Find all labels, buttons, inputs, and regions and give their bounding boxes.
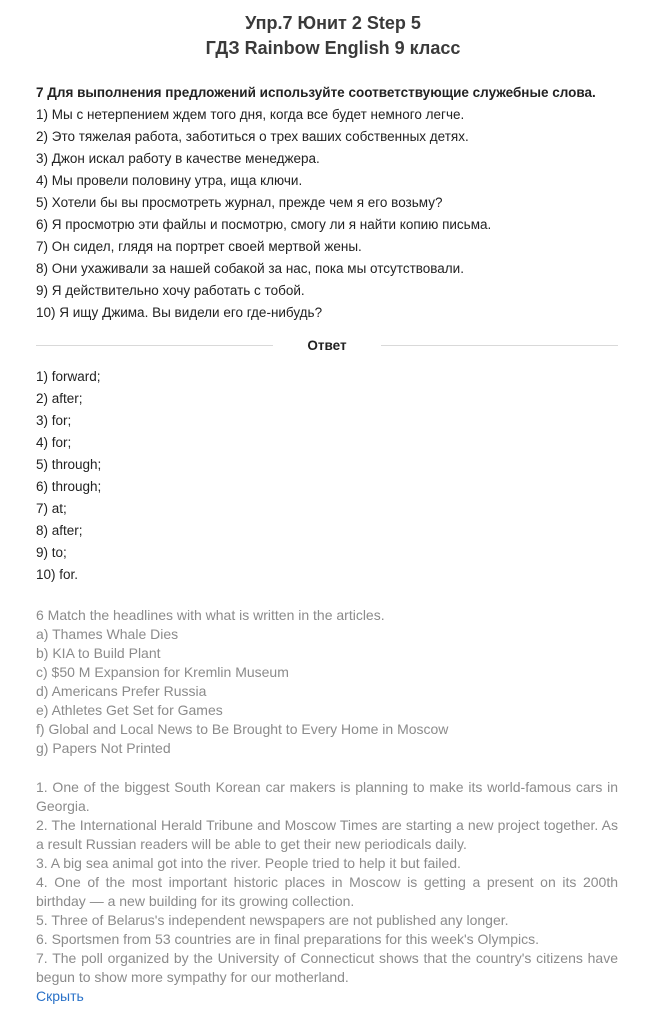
answer-item: 2) after; [36, 391, 83, 406]
answer-item: 7) at; [36, 501, 67, 516]
task-heading: 7 Для выполнения предложений используйте соответствующие служебные слова. [36, 85, 596, 100]
answer-label: Ответ [307, 337, 347, 353]
task-item: 10) Я ищу Джима. Вы видели его где-нибудь? [36, 305, 323, 320]
article-item: 1. One of the biggest South Korean car makers is planning to make its world-famous cars in Georgia. [36, 779, 618, 814]
article-item: 6. Sportsmen from 53 countries are in final preparations for this week's Olympics. [36, 931, 539, 947]
task-item: 3) Джон искал работу в качестве менеджера. [36, 151, 320, 166]
task-item: 4) Мы провели половину утра, ища ключи. [36, 173, 303, 188]
answer-list [36, 366, 101, 586]
task-item: 8) Они ухаживали за нашей собакой за нас, пока мы отсутствовали. [36, 261, 464, 276]
headline-item: f) Global and Local News to Be Brought to Every Home in Moscow [36, 721, 449, 737]
page-title: Упр.7 Юнит 2 Step 5 [245, 13, 421, 33]
answer-item: 6) through; [36, 479, 102, 494]
answer-item: 1) forward; [36, 369, 101, 384]
answer-item: 3) for; [36, 413, 72, 428]
task-item: 7) Он сидел, глядя на портрет своей мертвой жены. [36, 239, 362, 254]
extra-exercise [36, 606, 618, 1006]
extra-heading: 6 Match the headlines with what is written in the articles. [36, 607, 385, 623]
article-item: 3. A big sea animal got into the river. People tried to help it but failed. [36, 855, 461, 871]
answer-item: 4) for; [36, 435, 72, 450]
task-item: 1) Мы с нетерпением ждем того дня, когда все будет немного легче. [36, 107, 465, 122]
answer-divider [36, 334, 618, 356]
answer-item: 9) to; [36, 545, 67, 560]
spacer [36, 758, 618, 778]
page-header [0, 0, 666, 61]
task-item: 5) Хотели бы вы просмотреть журнал, прежде чем я его возьму? [36, 195, 443, 210]
article-item: 2. The International Herald Tribune and Moscow Times are starting a new project together. As a result Russian readers will be able to get their new periodicals daily. [36, 817, 618, 852]
hide-link[interactable]: Скрыть [36, 988, 84, 1004]
headline-item: b) KIA to Build Plant [36, 645, 161, 661]
divider-line-right [381, 345, 618, 346]
article-item: 5. Three of Belarus's independent newspapers are not published any longer. [36, 912, 509, 928]
headline-item: g) Papers Not Printed [36, 740, 171, 756]
answer-item: 5) through; [36, 457, 102, 472]
task-item: 9) Я действительно хочу работать с тобой. [36, 283, 305, 298]
headline-item: e) Athletes Get Set for Games [36, 702, 223, 718]
article-item: 7. The poll organized by the University of Connecticut shows that the country's citizens have begun to show more sympathy for our motherland. [36, 950, 618, 985]
exercise-task [36, 82, 636, 324]
page-subtitle: ГДЗ Rainbow English 9 класс [205, 38, 461, 58]
divider-line-left [36, 345, 273, 346]
headline-item: c) $50 M Expansion for Kremlin Museum [36, 664, 289, 680]
task-item: 6) Я просмотрю эти файлы и посмотрю, смогу ли я найти копию письма. [36, 217, 492, 232]
task-item: 2) Это тяжелая работа, заботиться о трех ваших собственных детях. [36, 129, 469, 144]
answer-item: 8) after; [36, 523, 83, 538]
headline-item: d) Americans Prefer Russia [36, 683, 207, 699]
article-item: 4. One of the most important historic places in Moscow is getting a present on its 200th birthday — a new building for its growing collection. [36, 874, 618, 909]
answer-item: 10) for. [36, 567, 79, 582]
headline-item: a) Thames Whale Dies [36, 626, 179, 642]
